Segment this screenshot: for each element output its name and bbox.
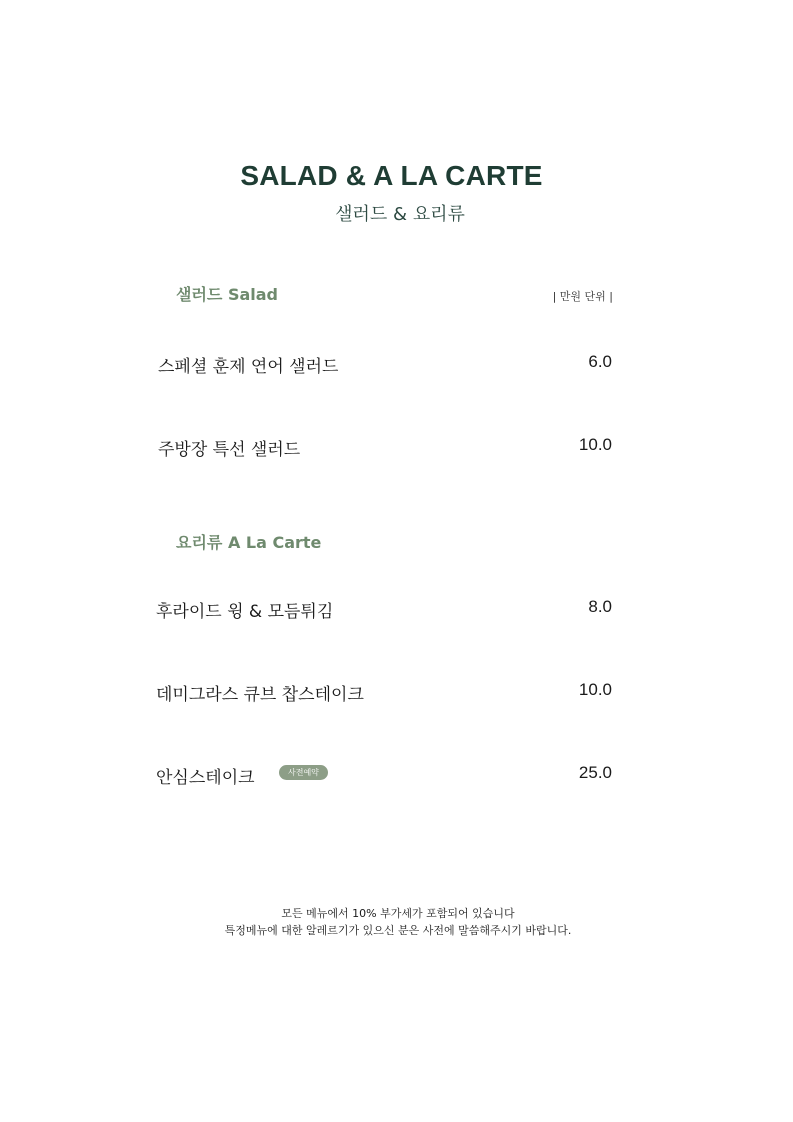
- unit-note: | 만원 단위 |: [552, 290, 613, 303]
- menu-item-price: 6.0: [588, 352, 612, 371]
- section-heading-a-la-carte: 요리류 A La Carte: [176, 533, 322, 552]
- section-heading-salad: 샐러드 Salad: [176, 285, 278, 304]
- menu-item-name: 데미그라스 큐브 찹스테이크: [156, 685, 364, 705]
- menu-item-price: 10.0: [578, 435, 612, 454]
- menu-item: [158, 352, 612, 376]
- reservation-badge: 사전예약: [279, 765, 328, 780]
- page-title: SALAD & A LA CARTE: [240, 160, 543, 191]
- menu-item-name: 주방장 특선 샐러드: [158, 440, 301, 460]
- menu-item-name: 스페셜 훈제 연어 샐러드: [158, 357, 339, 377]
- menu-item-price: 8.0: [588, 597, 612, 616]
- page-subtitle: 샐러드 & 요리류: [335, 204, 465, 225]
- menu-item-name: 안심스테이크: [156, 768, 255, 788]
- footer-vat-note: 모든 메뉴에서 10% 부가세가 포함되어 있습니다: [281, 907, 515, 920]
- menu-item: [156, 680, 612, 704]
- menu-item: [156, 597, 612, 621]
- menu-item-name: 후라이드 윙 & 모듬튀김: [156, 602, 334, 622]
- menu-item: [156, 763, 612, 787]
- menu-item-price: 25.0: [578, 763, 612, 782]
- menu-item: [158, 435, 612, 459]
- footer-allergy-note: 특정메뉴에 대한 알레르기가 있으신 분은 사전에 말씀해주시기 바랍니다.: [224, 924, 572, 937]
- menu-item-price: 10.0: [578, 680, 612, 699]
